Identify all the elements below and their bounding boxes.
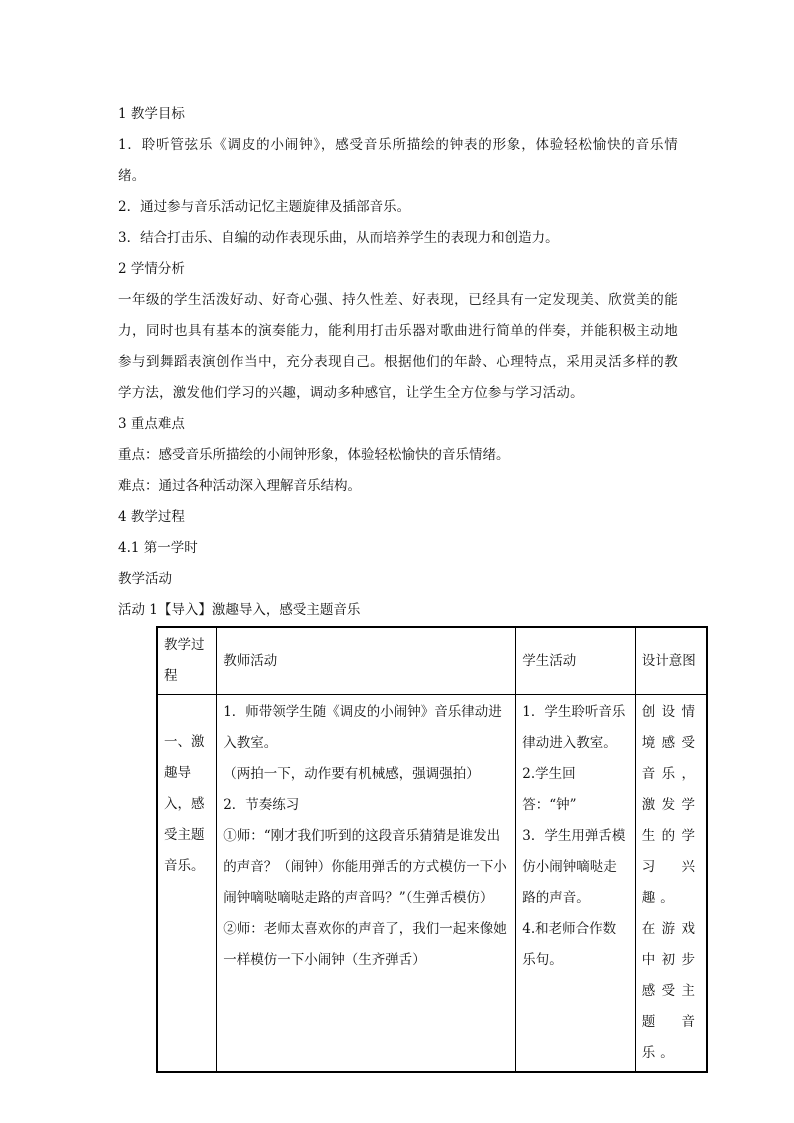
subsection-heading-lesson1: 4.1 第一学时 bbox=[118, 540, 198, 556]
student-step: 4.和老师合作数乐句。 bbox=[522, 921, 617, 968]
section-heading-analysis: 2 学情分析 bbox=[118, 261, 185, 277]
student-step: 2.学生回答：“钟” bbox=[522, 766, 577, 813]
intent-text: 在游戏中初步感受主题音乐。 bbox=[641, 921, 700, 1061]
difficulty-text: 难点：通过各种活动深入理解音乐结构。 bbox=[118, 478, 361, 494]
activity-table bbox=[156, 626, 708, 1073]
header-intent: 设计意图 bbox=[635, 627, 707, 695]
design-intent-cell bbox=[635, 695, 707, 1073]
goal-item-3: 3．结合打击乐、自编的动作表现乐曲，从而培养学生的表现力和创造力。 bbox=[118, 230, 559, 246]
section-heading-goals: 1 教学目标 bbox=[118, 106, 185, 122]
analysis-paragraph: 一年级的学生活泼好动、好奇心强、持久性差、好表现，已经具有一定发现美、欣赏美的能力，同时也具有基本的演奏能力，能利用打击乐器对歌曲进行简单的伴奏，并能积极主动地参与到舞蹈表演创作当中，充分表现自己。根据他们的年龄、心理特点，采用灵活多样的教学方法，激发他们学习的兴趣，调动多种感官，让学生全方位参与学习活动。 bbox=[118, 292, 678, 401]
intent-text: 创设情境感受音乐，激发学生的学习兴趣。 bbox=[641, 704, 700, 906]
goal-item-1: 1．聆听管弦乐《调皮的小闹钟》，感受音乐所描绘的钟表的形象，体验轻松愉快的音乐情绪。 bbox=[118, 137, 678, 184]
table-row bbox=[157, 695, 707, 1073]
teaching-activity-label: 教学活动 bbox=[118, 571, 172, 587]
table-header-row bbox=[157, 627, 707, 695]
teacher-step: （两拍一下，动作要有机械感，强调强拍） bbox=[223, 766, 480, 782]
section-heading-process: 4 教学过程 bbox=[118, 509, 185, 525]
section-heading-keypoints: 3 重点难点 bbox=[118, 416, 185, 432]
header-teacher: 教师活动 bbox=[217, 627, 516, 695]
header-process: 教学过程 bbox=[157, 627, 217, 695]
keypoint-text: 重点：感受音乐所描绘的小闹钟形象，体验轻松愉快的音乐情绪。 bbox=[118, 447, 510, 463]
teacher-step: 2．节奏练习 bbox=[223, 797, 300, 813]
teacher-step: ②师：老师太喜欢你的声音了，我们一起来像她一样模仿一下小闹钟（生齐弹舌） bbox=[223, 921, 507, 968]
student-step: 1．学生聆听音乐律动进入教室。 bbox=[522, 704, 626, 751]
teacher-step: ①师：“刚才我们听到的这段音乐猜猜是谁发出的声音？（闹钟）你能用弹舌的方式模仿一下小闹钟嘀哒嘀哒走路的声音吗？”（生弹舌模仿） bbox=[223, 828, 507, 906]
student-activity-cell bbox=[516, 695, 635, 1073]
document-body bbox=[118, 99, 688, 626]
teacher-activity-cell bbox=[217, 695, 516, 1073]
student-step: 3．学生用弹舌模仿小闹钟嘀哒走路的声音。 bbox=[522, 828, 626, 906]
teacher-step: 1．师带领学生随《调皮的小闹钟》音乐律动进入教室。 bbox=[223, 704, 502, 751]
header-student: 学生活动 bbox=[516, 627, 635, 695]
activity-title: 活动 1【导入】激趣导入，感受主题音乐 bbox=[118, 602, 361, 618]
goal-item-2: 2．通过参与音乐活动记忆主题旋律及插部音乐。 bbox=[118, 199, 411, 215]
stage-cell: 一、激趣导入，感受主题音乐。 bbox=[157, 695, 217, 1073]
